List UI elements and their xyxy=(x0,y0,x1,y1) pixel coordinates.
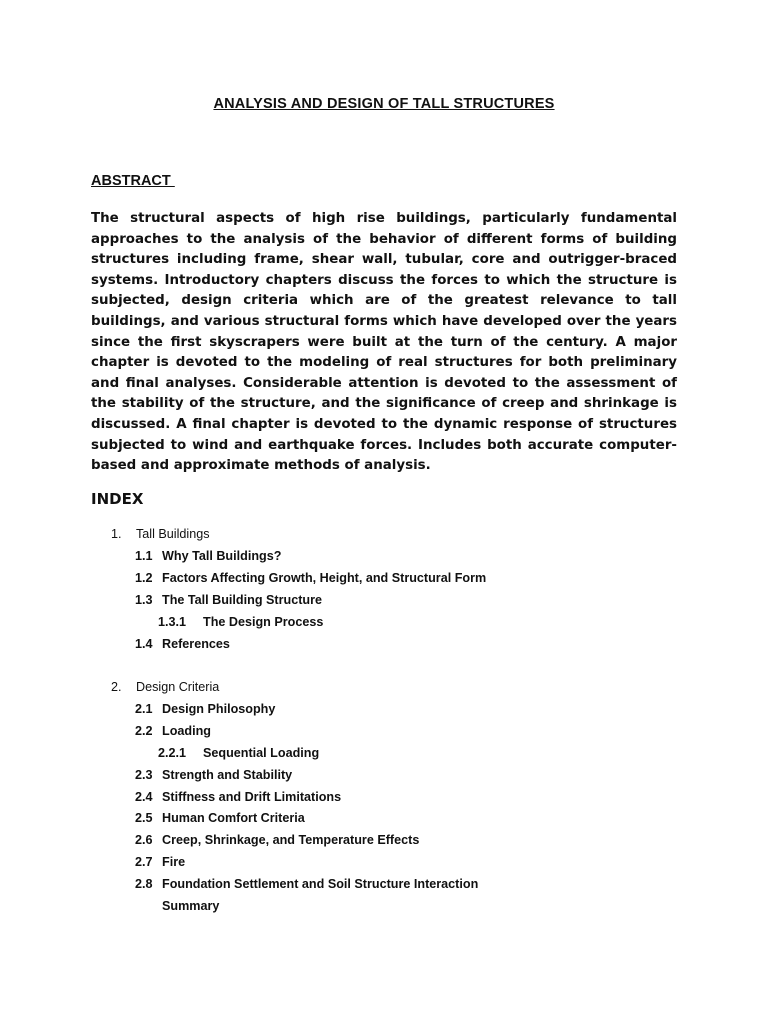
toc-entry-title: Design Criteria xyxy=(136,680,220,694)
toc-entry xyxy=(135,636,230,652)
toc-entry xyxy=(135,810,305,826)
toc-entry xyxy=(158,614,323,630)
toc-entry xyxy=(135,789,341,805)
toc-entry-title: Sequential Loading xyxy=(203,746,320,760)
toc-entry-number: 1.4 xyxy=(135,637,153,651)
toc-entry-title: Factors Affecting Growth, Height, and Structural Form xyxy=(162,571,487,585)
toc-entry-title: References xyxy=(162,637,230,651)
toc-entry-number: 2.3 xyxy=(135,768,153,782)
toc-entry-number: 1.2 xyxy=(135,571,153,585)
toc-entry-title: Stiffness and Drift Limitations xyxy=(162,790,342,804)
toc-entry xyxy=(135,701,275,717)
toc-entry-title: Strength and Stability xyxy=(162,768,293,782)
abstract-paragraph: The structural aspects of high rise buildings, particularly fundamental approaches to the analysis of the behavior of different forms of building structures including frame, shear wall, tubular, core and outrigger-braced systems. Introductory chapters discuss the forces to which the structure is subjected, design criteria which are of the greatest relevance to tall buildings, and various structural forms which have developed over the years since the first skyscrapers were built at the turn of the century. A major chapter is devoted to the modeling of real structures for both preliminary and final analyses. Considerable attention is devoted to the assessment of the stability of the structure, and the significance of creep and shrinkage is discussed. A final chapter is devoted to the dynamic response of structures subjected to wind and earthquake forces. Includes both accurate computer-based and approximate methods of analysis. xyxy=(91,211,677,474)
toc-entry-title: Foundation Settlement and Soil Structure Interaction xyxy=(162,877,479,891)
toc-entry-number: 2.2 xyxy=(135,724,153,738)
toc-entry-title: Summary xyxy=(162,899,220,913)
toc-entry-title: Loading xyxy=(162,724,211,738)
toc-entry-title: Creep, Shrinkage, and Temperature Effects xyxy=(162,833,420,847)
toc-entry-title: Human Comfort Criteria xyxy=(162,811,305,825)
toc-entry-title: Design Philosophy xyxy=(162,702,276,716)
toc-entry xyxy=(135,723,211,739)
toc-entry-number: 2.2.1 xyxy=(158,746,187,760)
toc-entry-number: 2.4 xyxy=(135,790,153,804)
toc-entry-number: 2. xyxy=(111,680,122,694)
toc-entry-title: Tall Buildings xyxy=(136,527,210,541)
toc-entry-title: The Tall Building Structure xyxy=(162,593,322,607)
document-title: ANALYSIS AND DESIGN OF TALL STRUCTURES xyxy=(213,96,555,112)
toc-entry-number: 2.6 xyxy=(135,833,153,847)
toc-entry xyxy=(135,767,292,783)
toc-entry-number: 2.5 xyxy=(135,811,153,825)
index-heading: INDEX xyxy=(91,490,144,508)
toc-entry xyxy=(135,592,322,608)
abstract-heading: ABSTRACT xyxy=(91,173,175,189)
toc-entry xyxy=(111,679,219,695)
toc-entry-number: 2.1 xyxy=(135,702,153,716)
toc-entry xyxy=(135,854,185,870)
toc-entry-number: 2.8 xyxy=(135,877,153,891)
toc-entry-number: 1. xyxy=(111,527,122,541)
toc-entry-number: 1.1 xyxy=(135,549,153,563)
toc-entry-number: 1.3.1 xyxy=(158,615,187,629)
toc-entry xyxy=(135,832,419,848)
toc-entry xyxy=(111,526,210,542)
toc-entry-title: Fire xyxy=(162,855,186,869)
toc-entry-number: 1.3 xyxy=(135,593,153,607)
toc-entry xyxy=(135,570,486,586)
toc-entry-title: Why Tall Buildings? xyxy=(162,549,282,563)
toc-entry xyxy=(158,745,319,761)
toc-entry xyxy=(135,548,281,564)
toc-entry-title: The Design Process xyxy=(203,615,324,629)
toc-entry xyxy=(135,876,478,892)
toc-entry-number: 2.7 xyxy=(135,855,153,869)
toc-entry xyxy=(135,898,219,914)
